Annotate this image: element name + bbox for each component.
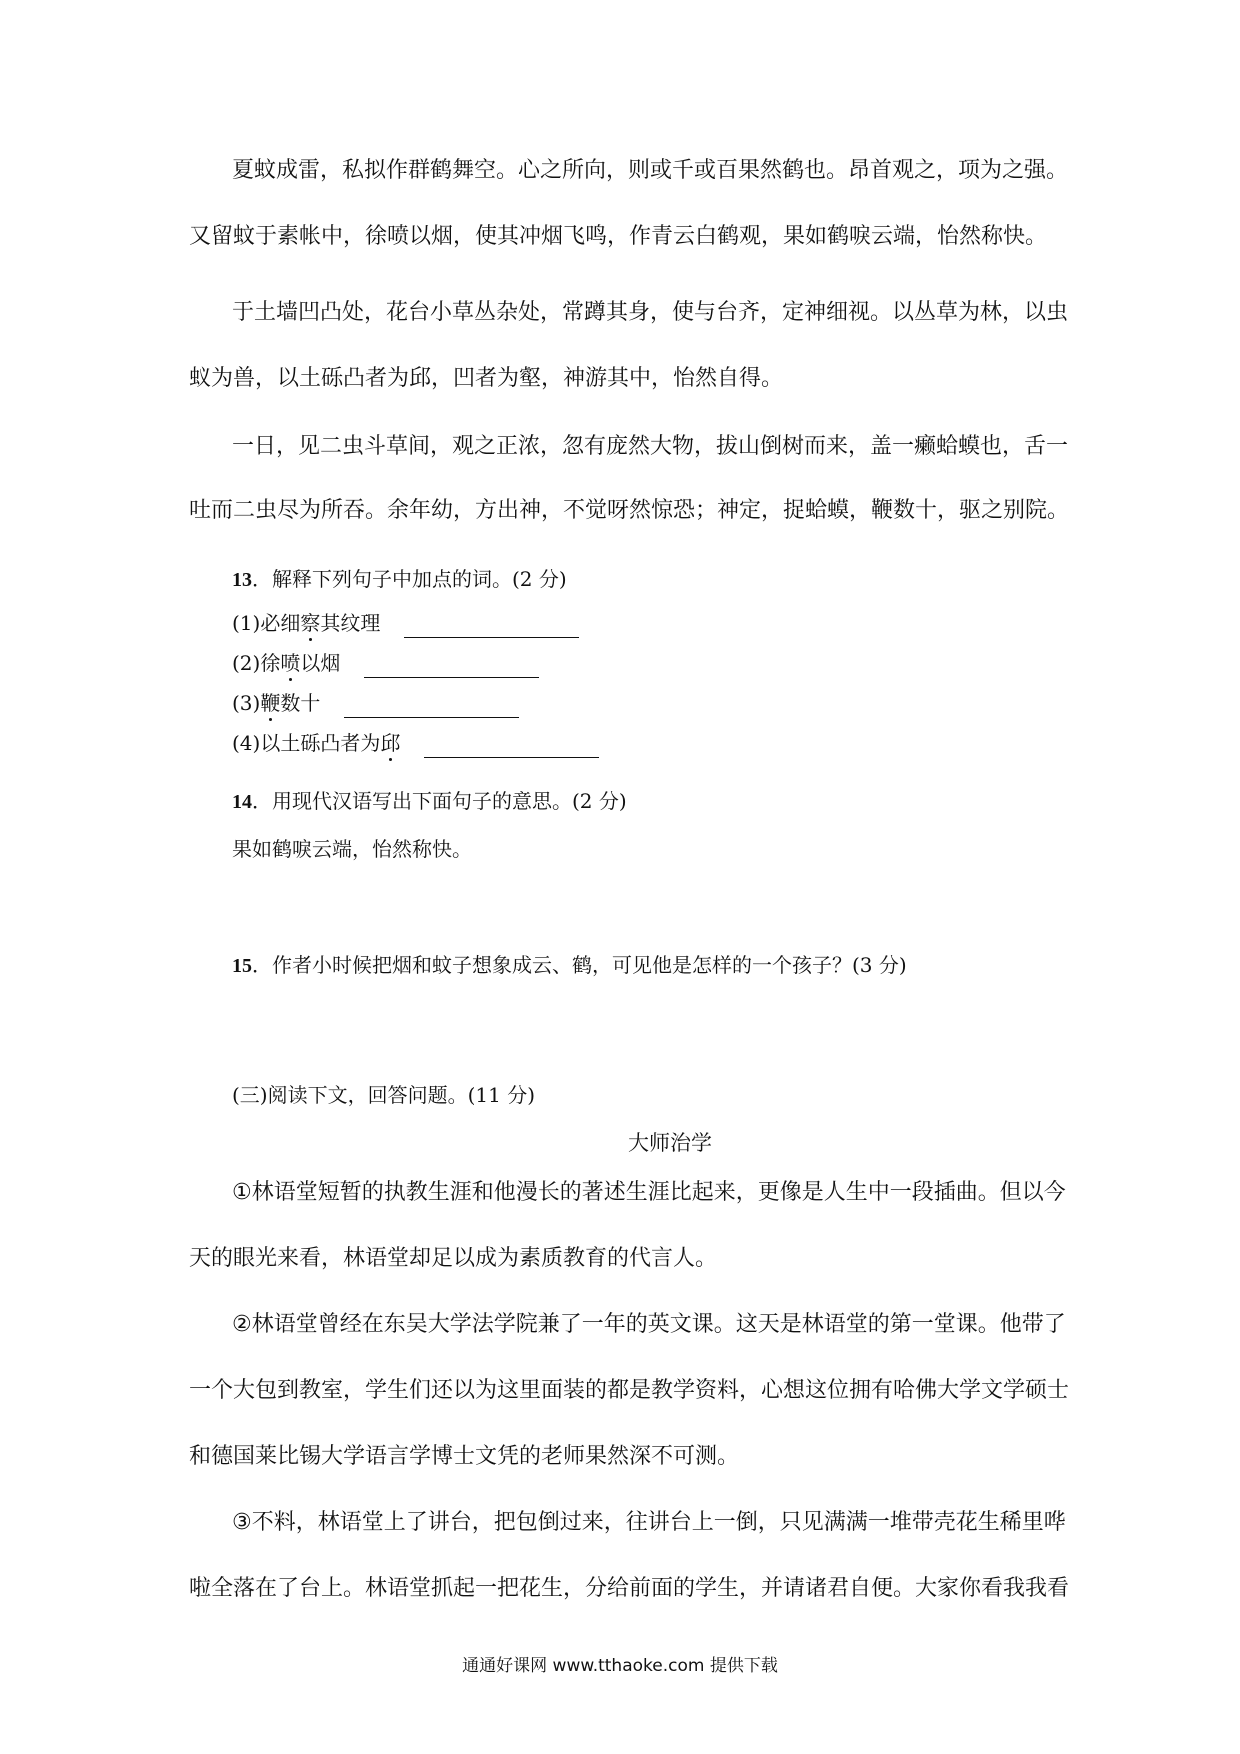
q13-item-2-dotted-word: 喷 [280,651,301,675]
section3-p3-line2: 啦全落在了台上。林语堂抓起一把花生，分给前面的学生，并请诸君自便。大家你看我我看 [189,1576,1070,1601]
q13-item-1 [232,608,579,638]
q13-item-3-pre: (3) [232,691,261,715]
section3-p1-line2: 天的眼光来看，林语堂却足以成为素质教育的代言人。 [189,1246,718,1271]
q13-item-3-dotted-word: 鞭 [260,691,281,715]
section3-p2-line2: 一个大包到教室，学生们还以为这里面装的都是教学资料，心想这位拥有哈佛大学文学硕士 [189,1378,1070,1403]
q13-item-1-post: 其纹理 [320,611,381,635]
question-13 [232,564,567,595]
question-15-number: 15 [232,955,252,977]
q13-item-2-post: 以烟 [300,651,341,675]
q13-item-3-post: 数十 [280,691,321,715]
q13-item-1-pre: (1)必细 [232,611,301,635]
section3-p3-line1: ③不料，林语堂上了讲台，把包倒过来，往讲台上一倒，只见满满一堆带壳花生稀里哗 [232,1510,1066,1535]
section3-p2-line1: ②林语堂曾经在东吴大学法学院兼了一年的英文课。这天是林语堂的第一堂课。他带了 [232,1312,1066,1337]
question-14 [232,786,627,817]
q13-item-3-answer-blank[interactable] [344,695,519,718]
q13-item-2-answer-blank[interactable] [364,655,539,678]
footer-watermark: 通通好课网 www.tthaoke.com 提供下载 [462,1656,778,1676]
q13-item-2 [232,648,539,678]
passage1-p1-line1: 夏蚊成雷，私拟作群鹤舞空。心之所向，则或千或百果然鹤也。昂首观之，项为之强。 [232,158,1069,183]
q13-item-2-pre: (2)徐 [232,651,281,675]
q13-item-1-dotted-word: 察 [300,611,321,635]
q13-item-4-pre: (4)以土砾凸者为 [232,731,381,755]
section3-p1-line1: ①林语堂短暂的执教生涯和他漫长的著述生涯比起来，更像是人生中一段插曲。但以今 [232,1180,1066,1205]
question-13-number: 13 [232,569,252,591]
passage1-p1-line2: 又留蚊于素帐中，徐喷以烟，使其冲烟飞鸣，作青云白鹤观，果如鹤唳云端，怡然称快。 [189,224,1048,249]
q13-item-4-dotted-word: 邱 [380,731,401,755]
q13-item-4 [232,728,599,758]
passage1-p2-line2: 蚁为兽，以土砾凸者为邱，凹者为壑，神游其中，怡然自得。 [189,366,784,391]
q13-item-4-answer-blank[interactable] [424,735,599,758]
question-14-sentence: 果如鹤唳云端，怡然称快。 [232,837,472,861]
question-15 [232,950,907,981]
passage1-p2-line1: 于土墙凹凸处，花台小草丛杂处，常蹲其身，使与台齐，定神细视。以丛草为林，以虫 [232,300,1069,325]
section3-p2-line3: 和德国莱比锡大学语言学博士文凭的老师果然深不可测。 [189,1444,740,1469]
question-14-text: ．用现代汉语写出下面句子的意思。(2 分) [252,789,627,813]
passage1-p3-line1: 一日，见二虫斗草间，观之正浓，忽有庞然大物，拔山倒树而来，盖一癞蛤蟆也，舌一 [232,434,1069,459]
passage1-p3-line2: 吐而二虫尽为所吞。余年幼，方出神，不觉呀然惊恐；神定，捉蛤蟆，鞭数十，驱之别院。 [189,498,1070,523]
passage-title: 大师治学 [628,1131,712,1155]
question-15-text: ．作者小时候把烟和蚊子想象成云、鹤，可见他是怎样的一个孩子？(3 分) [252,953,907,977]
q13-item-3 [232,688,519,718]
question-13-text: ．解释下列句子中加点的词。(2 分) [252,567,567,591]
q13-item-1-answer-blank[interactable] [404,615,579,638]
section-3-heading: (三)阅读下文，回答问题。(11 分) [232,1083,536,1107]
question-14-number: 14 [232,791,252,813]
